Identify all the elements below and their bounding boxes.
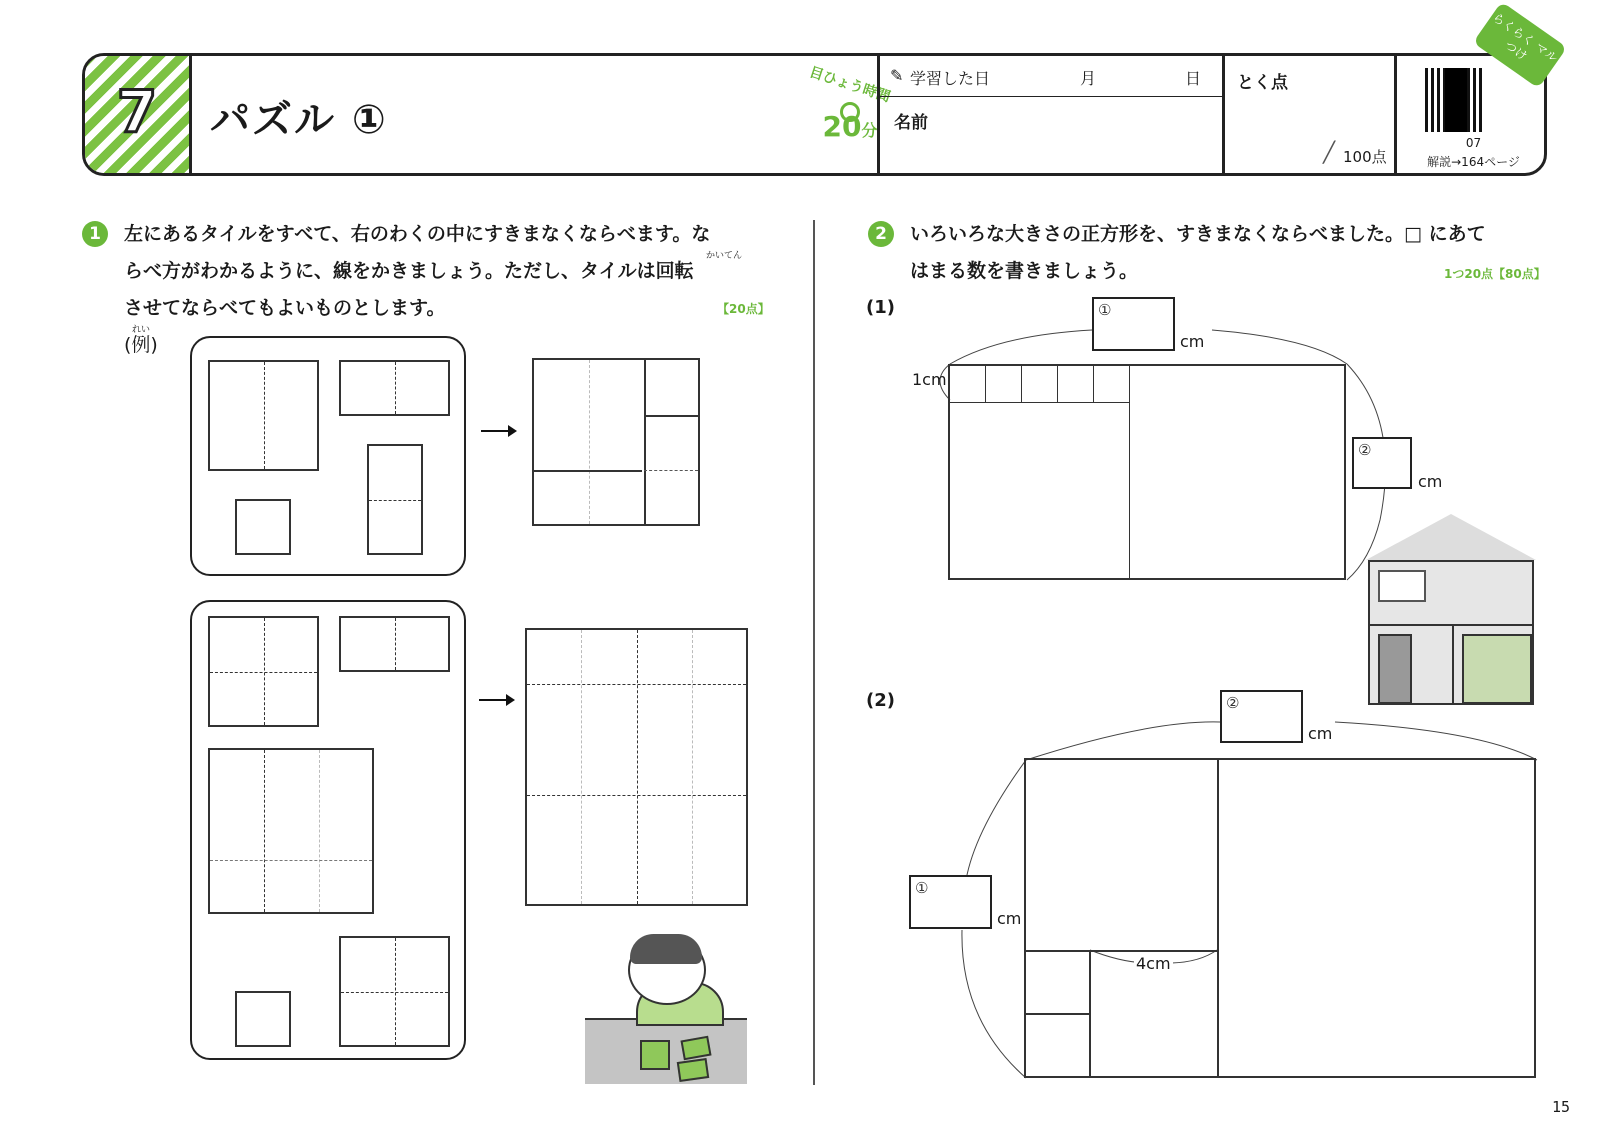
blank-marker: ①	[1098, 301, 1112, 319]
page-number: 15	[1552, 1098, 1571, 1116]
blank-marker: ②	[1358, 441, 1372, 459]
example-label: (例)	[124, 334, 158, 356]
answer-box-2-2[interactable]	[1220, 690, 1303, 743]
study-date-label: 学習した日	[910, 69, 991, 88]
score-total: 100点	[1343, 148, 1387, 166]
house-illustration	[1368, 560, 1534, 705]
part-2-label: (2)	[866, 690, 895, 711]
answer-box-2-1[interactable]	[909, 875, 992, 929]
given-length-label: 1cm	[912, 370, 947, 389]
unit-cm: cm	[1418, 472, 1443, 491]
q1-line-1: 左にあるタイルをすべて、右のわくの中にすきまなくならべます。な	[124, 223, 711, 245]
ruby-rei: れい	[132, 325, 151, 335]
figure-1-rectangle	[948, 364, 1346, 580]
target-time-value: 20	[822, 110, 862, 143]
answer-box-1-2[interactable]	[1352, 437, 1412, 489]
unit-cm: cm	[997, 909, 1022, 928]
q1-points: 【20点】	[717, 302, 770, 316]
blank-marker: ①	[915, 879, 929, 897]
month-label: 月	[1080, 69, 1097, 88]
figure-2-rectangle	[1024, 758, 1536, 1078]
house-roof	[1366, 514, 1536, 560]
score-label: とく点	[1237, 73, 1288, 93]
pencil-icon: ✎	[890, 66, 904, 85]
unit-cm: cm	[1180, 332, 1205, 351]
rakuraku-badge: らくらく マルつけ	[1473, 2, 1567, 89]
unit-cm: cm	[1308, 724, 1333, 743]
q2-points: 1つ20点【80点】	[1444, 267, 1546, 281]
q2-line-2: はまる数を書きましょう。	[910, 260, 1139, 282]
part-1-label: (1)	[866, 297, 895, 318]
day-label: 日	[1185, 69, 1202, 88]
blank-marker: ②	[1226, 694, 1240, 712]
question-number-2: 2	[868, 221, 894, 247]
slash: ╱	[1323, 140, 1336, 164]
target-time-unit: 分	[861, 121, 878, 140]
qr-number: 07	[1465, 136, 1482, 150]
page-title: パズル ①	[210, 97, 388, 143]
unit-number: 7	[116, 78, 158, 146]
given-length-label: 4cm	[1136, 954, 1171, 973]
question-number-1: 1	[82, 221, 108, 247]
ruby-kaiten: かいてん	[706, 251, 743, 261]
answer-box-1-1[interactable]	[1092, 297, 1175, 351]
q1-line-3: させてならべてもよいものとします。	[124, 297, 446, 319]
answer-page-ref: 解説→164ページ	[1427, 155, 1520, 169]
name-label: 名前	[894, 113, 928, 133]
q2-line-1: いろいろな大きさの正方形を、すきまなくならべました。□ にあて	[910, 223, 1486, 245]
q1-line-2: らべ方がわかるように、線をかきましょう。ただし、タイルは回転	[124, 260, 694, 282]
target-time-label: 目ひょう時間	[807, 64, 893, 106]
